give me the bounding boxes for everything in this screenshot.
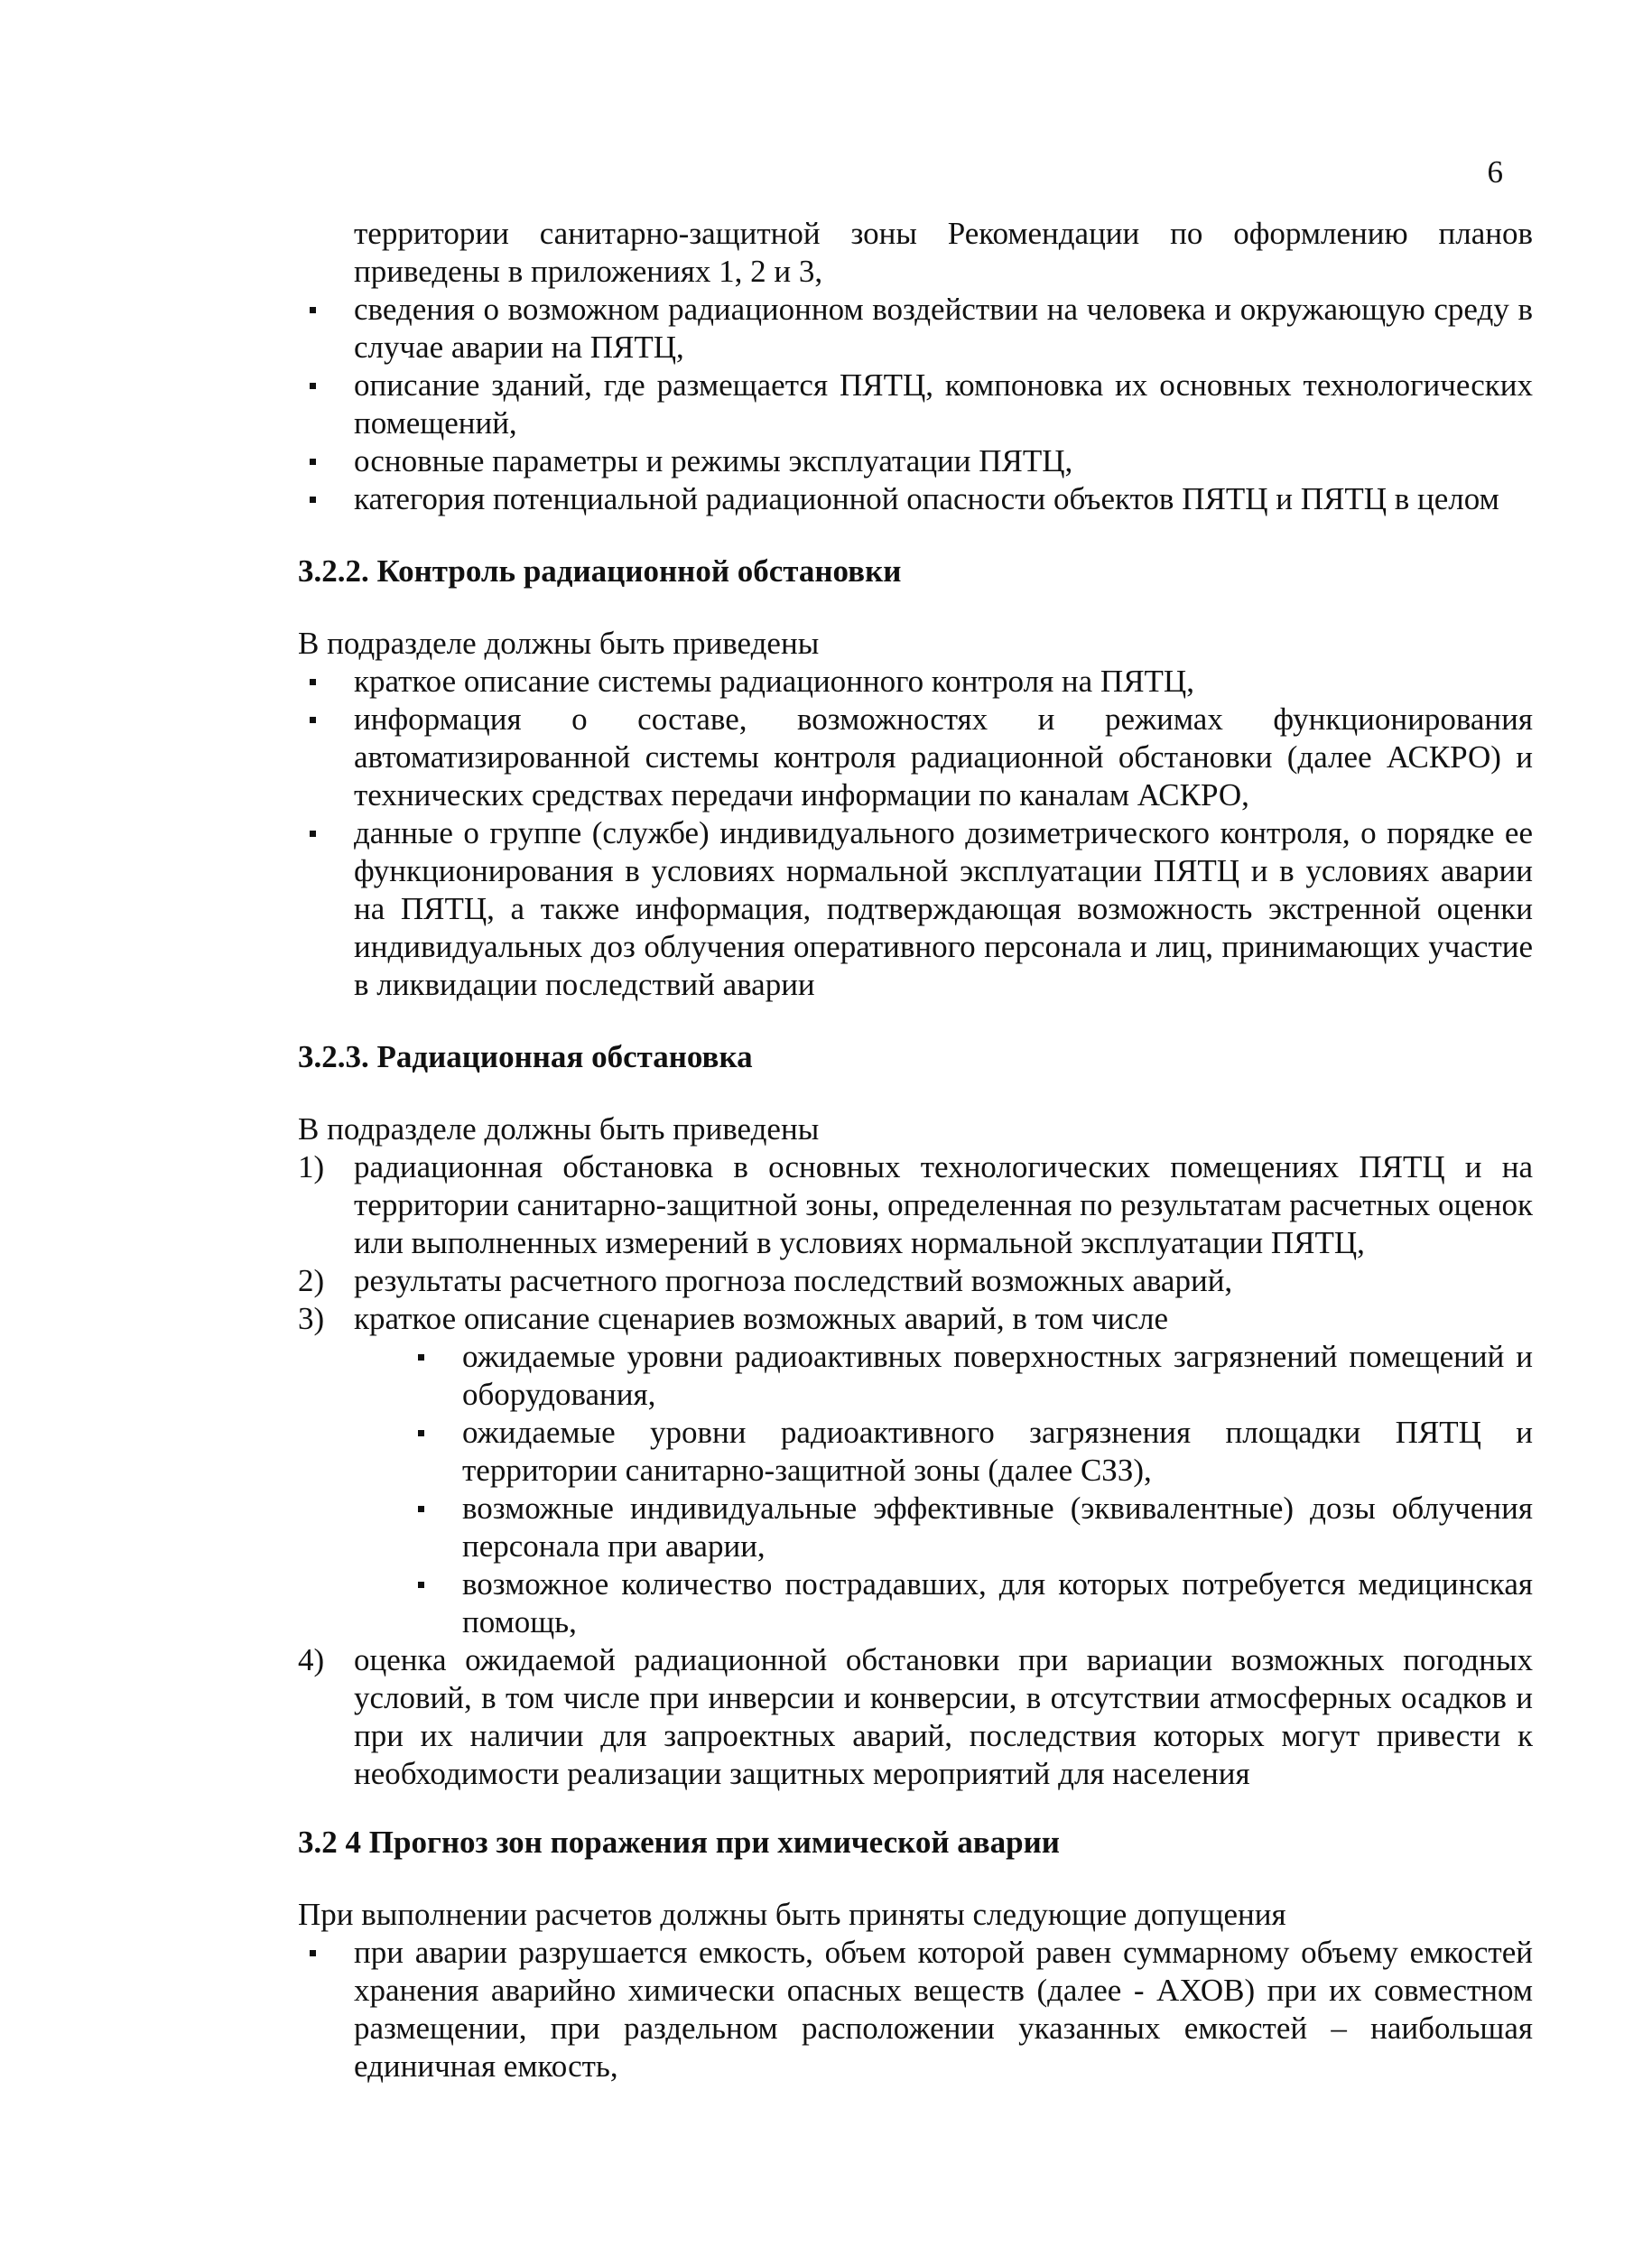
continuation-paragraph: территории санитарно-защитной зоны Рекомендации по оформлению планов приведены в приложениях 1, 2 и 3,	[354, 216, 1533, 289]
numbered-item	[298, 1262, 1533, 1300]
numbered-item	[298, 1300, 1533, 1641]
section-heading-3-2-4: 3.2 4 Прогноз зон поражения при химической аварии	[298, 1825, 1060, 1860]
section-3-2-3-numbered-list	[298, 1148, 1533, 1793]
item-number: 3)	[298, 1301, 325, 1336]
list-item: описание зданий, где размещается ПЯТЦ, компоновка их основных технологических помещений,	[298, 367, 1533, 442]
item-text: результаты расчетного прогноза последствий возможных аварий,	[354, 1263, 1233, 1298]
list-item: основные параметры и режимы эксплуатации ПЯТЦ,	[298, 442, 1533, 480]
item-number: 1)	[298, 1149, 325, 1184]
item-text: оценка ожидаемой радиационной обстановки при вариации возможных погодных условий, в том числе при инверсии и конверсии, в отсутствии атмосферных осадков и при их наличии для запроектных аварий, последствия которых могут привести к необходимости реализации защитных мероприятий для населения	[354, 1642, 1533, 1791]
list-item: возможное количество пострадавших, для которых потребуется медицинская помощь,	[406, 1565, 1533, 1641]
item-text: радиационная обстановка в основных технологических помещениях ПЯТЦ и на территории санитарно-защитной зоны, определенная по результатам расчетных оценок или выполненных измерений в условиях нормальной эксплуатации ПЯТЦ,	[354, 1149, 1534, 1260]
section-3-2-4-bullet-list	[298, 1934, 1533, 2085]
section-intro: В подразделе должны быть приведены	[298, 1111, 820, 1147]
section-3-2-2-bullet-list	[298, 663, 1533, 1004]
list-item: возможные индивидуальные эффективные (эквивалентные) дозы облучения персонала при аварии,	[406, 1490, 1533, 1565]
intro-bullet-list	[298, 291, 1533, 518]
item-number: 4)	[298, 1642, 325, 1677]
list-item: при аварии разрушается емкость, объем которой равен суммарному объему емкостей хранения аварийно химически опасных веществ (далее - АХОВ) при их совместном размещении, при раздельном расположении указанных емкостей – наибольшая единичная емкость,	[298, 1934, 1533, 2085]
numbered-item	[298, 1641, 1533, 1793]
page-number: 6	[1487, 154, 1503, 190]
numbered-item	[298, 1148, 1533, 1262]
list-item: ожидаемые уровни радиоактивных поверхностных загрязнений помещений и оборудования,	[406, 1338, 1533, 1414]
list-item: информация о составе, возможностях и режимах функционирования автоматизированной системы контроля радиационной обстановки (далее АСКРО) и технических средствах передачи информации по каналам АСКРО,	[298, 701, 1533, 814]
sub-bullet-list	[354, 1338, 1533, 1641]
section-heading-3-2-2: 3.2.2. Контроль радиационной обстановки	[298, 553, 902, 589]
section-heading-3-2-3: 3.2.3. Радиационная обстановка	[298, 1039, 753, 1074]
list-item: ожидаемые уровни радиоактивного загрязнения площадки ПЯТЦ и территории санитарно-защитной зоны (далее СЗЗ),	[406, 1414, 1533, 1490]
section-intro: В подразделе должны быть приведены	[298, 626, 820, 661]
list-item: данные о группе (службе) индивидуального дозиметрического контроля, о порядке ее функционирования в условиях нормальной эксплуатации ПЯТЦ и в условиях аварии на ПЯТЦ, а также информация, подтверждающая возможность экстренной оценки индивидуальных доз облучения оперативного персонала и лиц, принимающих участие в ликвидации последствий аварии	[298, 814, 1533, 1004]
section-intro: При выполнении расчетов должны быть приняты следующие допущения	[298, 1897, 1286, 1932]
list-item: сведения о возможном радиационном воздействии на человека и окружающую среду в случае аварии на ПЯТЦ,	[298, 291, 1533, 367]
page-body	[298, 215, 1533, 2085]
list-item: категория потенциальной радиационной опасности объектов ПЯТЦ и ПЯТЦ в целом	[298, 480, 1533, 518]
item-text: краткое описание сценариев возможных аварий, в том числе	[354, 1301, 1169, 1336]
list-item: краткое описание системы радиационного контроля на ПЯТЦ,	[298, 663, 1533, 701]
item-number: 2)	[298, 1263, 325, 1298]
